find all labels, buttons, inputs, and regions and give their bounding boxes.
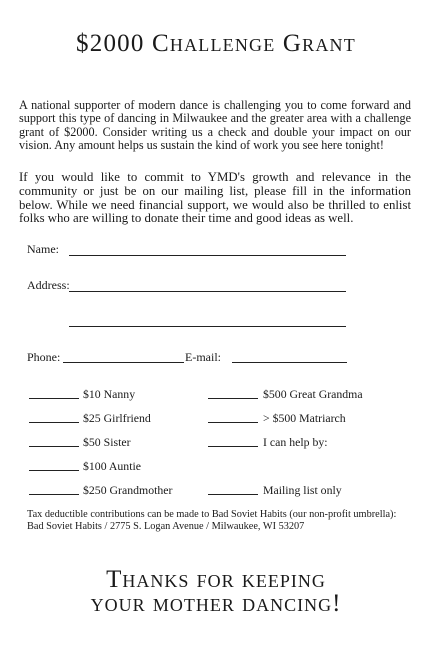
- option-blank[interactable]: [29, 398, 79, 399]
- option-matriarch: > $500 Matriarch: [263, 411, 346, 425]
- option-blank[interactable]: [208, 494, 258, 495]
- option-mailing-list: Mailing list only: [263, 483, 342, 497]
- thanks-line-1: Thanks for keeping: [106, 566, 326, 593]
- option-blank[interactable]: [208, 446, 258, 447]
- option-blank[interactable]: [208, 398, 258, 399]
- option-blank[interactable]: [208, 422, 258, 423]
- option-auntie: $100 Auntie: [83, 459, 141, 473]
- option-blank[interactable]: [29, 470, 79, 471]
- option-grandmother: $250 Grandmother: [83, 483, 173, 497]
- thanks-line-2: your mother dancing!: [90, 590, 342, 617]
- phone-label: Phone:: [27, 350, 61, 364]
- name-field[interactable]: [69, 255, 346, 256]
- phone-field[interactable]: [63, 362, 184, 363]
- address-field-line1[interactable]: [69, 291, 346, 292]
- name-label: Name:: [27, 242, 59, 256]
- option-girlfriend: $25 Girlfriend: [83, 411, 151, 425]
- email-field[interactable]: [232, 362, 347, 363]
- option-blank[interactable]: [29, 422, 79, 423]
- mailing-address: Bad Soviet Habits / 2775 S. Logan Avenue / Milwaukee, WI 53207: [27, 521, 305, 532]
- email-label: E-mail:: [185, 350, 221, 364]
- intro-paragraph: A national supporter of modern dance is challenging you to come forward and support this type of dancing in Milwaukee and the greater area with a challenge grant of $2000. Consider writing us a check and double your impact on our vision. Any amount helps us sustain the kind of work you see here tonight!: [19, 98, 411, 153]
- address-label: Address:: [27, 278, 70, 292]
- address-field-line2[interactable]: [69, 326, 346, 327]
- commit-paragraph: If you would like to commit to YMD's growth and relevance in the community or just be on our mailing list, please fill in the information below. While we need financial support, we would also be thrilled to enlist folks who are willing to donate their time and good ideas as well.: [19, 170, 411, 226]
- option-blank[interactable]: [29, 494, 79, 495]
- option-sister: $50 Sister: [83, 435, 131, 449]
- option-nanny: $10 Nanny: [83, 387, 136, 401]
- option-help-by: I can help by:: [263, 435, 328, 449]
- option-blank[interactable]: [29, 446, 79, 447]
- option-great-grandma: $500 Great Grandma: [263, 387, 363, 401]
- tax-note: Tax deductible contributions can be made to Bad Soviet Habits (our non-profit umbrella):: [27, 509, 397, 520]
- page-title: $2000 Challenge Grant: [76, 30, 356, 57]
